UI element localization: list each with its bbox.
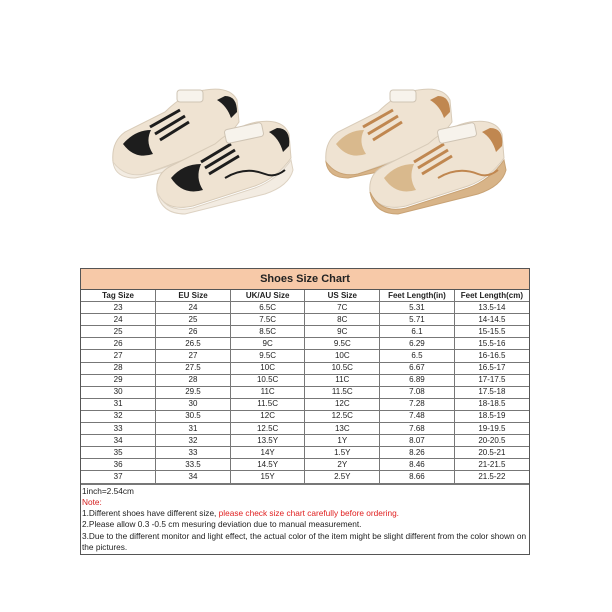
table-cell: 1.5Y (305, 447, 380, 459)
note-1 (82, 508, 528, 519)
table-cell: 17-17.5 (454, 374, 529, 386)
table-cell: 32 (81, 410, 156, 422)
table-cell: 7C (305, 302, 380, 314)
note-3: 3.Due to the different monitor and light effect, the actual color of the item might be slight different from the color shown on the pictures. (82, 530, 527, 552)
table-cell: 6.89 (380, 374, 455, 386)
table-cell: 18-18.5 (454, 398, 529, 410)
note-label: Note: (82, 496, 102, 507)
table-cell: 16-16.5 (454, 350, 529, 362)
table-cell: 11C (230, 386, 305, 398)
table-cell: 15Y (230, 471, 305, 483)
table-cell: 24 (81, 314, 156, 326)
size-chart-title: Shoes Size Chart (81, 269, 529, 290)
table-cell: 14-14.5 (454, 314, 529, 326)
table-cell: 15.5-16 (454, 338, 529, 350)
table-cell: 2Y (305, 459, 380, 471)
beige-black-sneakers-image (105, 82, 305, 222)
table-cell: 2.5Y (305, 471, 380, 483)
table-row (81, 435, 529, 447)
table-cell: 26.5 (156, 338, 231, 350)
table-cell: 12.5C (305, 410, 380, 422)
table-cell: 12.5C (230, 423, 305, 435)
table-row (81, 398, 529, 410)
table-cell: 26 (156, 326, 231, 338)
table-cell: 7.68 (380, 423, 455, 435)
conversion-text: 1inch=2.54cm (82, 485, 134, 496)
product-photo (0, 0, 612, 250)
table-cell: 5.31 (380, 302, 455, 314)
table-cell: 15-15.5 (454, 326, 529, 338)
column-header: US Size (305, 290, 380, 302)
table-row (81, 314, 529, 326)
table-cell: 21-21.5 (454, 459, 529, 471)
table-cell: 10.5C (305, 362, 380, 374)
table-cell: 18.5-19 (454, 410, 529, 422)
table-cell: 12C (305, 398, 380, 410)
table-row (81, 350, 529, 362)
table-cell: 11.5C (305, 386, 380, 398)
table-cell: 9.5C (305, 338, 380, 350)
table-cell: 33.5 (156, 459, 231, 471)
table-cell: 6.1 (380, 326, 455, 338)
table-cell: 26 (81, 338, 156, 350)
table-cell: 25 (81, 326, 156, 338)
table-cell: 31 (156, 423, 231, 435)
table-cell: 13C (305, 423, 380, 435)
table-cell: 36 (81, 459, 156, 471)
table-cell: 28 (156, 374, 231, 386)
table-cell: 8.5C (230, 326, 305, 338)
size-chart-body (81, 302, 529, 483)
table-cell: 28 (81, 362, 156, 374)
column-header: Tag Size (81, 290, 156, 302)
table-cell: 14Y (230, 447, 305, 459)
table-cell: 9C (305, 326, 380, 338)
table-cell: 7.08 (380, 386, 455, 398)
table-cell: 29.5 (156, 386, 231, 398)
table-cell: 17.5-18 (454, 386, 529, 398)
table-cell: 7.28 (380, 398, 455, 410)
table-cell: 20.5-21 (454, 447, 529, 459)
table-row (81, 362, 529, 374)
table-row (81, 447, 529, 459)
table-cell: 16.5-17 (454, 362, 529, 374)
table-cell: 6.29 (380, 338, 455, 350)
table-cell: 6.5C (230, 302, 305, 314)
table-cell: 31 (81, 398, 156, 410)
table-cell: 25 (156, 314, 231, 326)
column-header: EU Size (156, 290, 231, 302)
table-cell: 33 (81, 423, 156, 435)
table-cell: 13.5Y (230, 435, 305, 447)
table-row (81, 338, 529, 350)
table-row (81, 423, 529, 435)
table-cell: 21.5-22 (454, 471, 529, 483)
table-cell: 27 (156, 350, 231, 362)
table-cell: 30.5 (156, 410, 231, 422)
table-cell: 23 (81, 302, 156, 314)
table-row (81, 471, 529, 483)
table-row (81, 374, 529, 386)
column-header: Feet Length(in) (380, 290, 455, 302)
column-header: UK/AU Size (230, 290, 305, 302)
size-chart-table (81, 290, 529, 484)
table-row (81, 326, 529, 338)
table-cell: 27.5 (156, 362, 231, 374)
table-cell: 27 (81, 350, 156, 362)
table-row (81, 459, 529, 471)
table-cell: 5.71 (380, 314, 455, 326)
table-cell: 19-19.5 (454, 423, 529, 435)
table-cell: 37 (81, 471, 156, 483)
table-cell: 8.26 (380, 447, 455, 459)
size-chart (80, 268, 530, 555)
column-header: Feet Length(cm) (454, 290, 529, 302)
table-row (81, 386, 529, 398)
table-cell: 33 (156, 447, 231, 459)
table-cell: 10C (230, 362, 305, 374)
size-chart-notes (81, 484, 529, 555)
table-cell: 6.5 (380, 350, 455, 362)
note-1-warning: please check size chart carefully before ordering. (218, 508, 399, 519)
note-2: 2.Please allow 0.3 -0.5 cm mesuring deviation due to manual measurement. (82, 519, 362, 530)
table-cell: 10.5C (230, 374, 305, 386)
table-row (81, 302, 529, 314)
note-1-text: 1.Different shoes have different size, (82, 508, 219, 519)
table-cell: 8.07 (380, 435, 455, 447)
khaki-brown-sneakers-image (318, 82, 518, 222)
table-cell: 35 (81, 447, 156, 459)
table-cell: 34 (156, 471, 231, 483)
table-cell: 32 (156, 435, 231, 447)
table-cell: 24 (156, 302, 231, 314)
table-cell: 8.66 (380, 471, 455, 483)
table-cell: 20-20.5 (454, 435, 529, 447)
table-cell: 8C (305, 314, 380, 326)
table-row (81, 410, 529, 422)
table-cell: 13.5-14 (454, 302, 529, 314)
table-cell: 9C (230, 338, 305, 350)
table-cell: 1Y (305, 435, 380, 447)
table-cell: 7.5C (230, 314, 305, 326)
table-cell: 6.67 (380, 362, 455, 374)
table-cell: 11C (305, 374, 380, 386)
table-cell: 34 (81, 435, 156, 447)
table-cell: 11.5C (230, 398, 305, 410)
table-cell: 30 (81, 386, 156, 398)
table-cell: 14.5Y (230, 459, 305, 471)
table-cell: 12C (230, 410, 305, 422)
table-cell: 8.46 (380, 459, 455, 471)
table-cell: 7.48 (380, 410, 455, 422)
table-cell: 30 (156, 398, 231, 410)
table-cell: 10C (305, 350, 380, 362)
table-cell: 9.5C (230, 350, 305, 362)
table-header-row (81, 290, 529, 302)
table-cell: 29 (81, 374, 156, 386)
